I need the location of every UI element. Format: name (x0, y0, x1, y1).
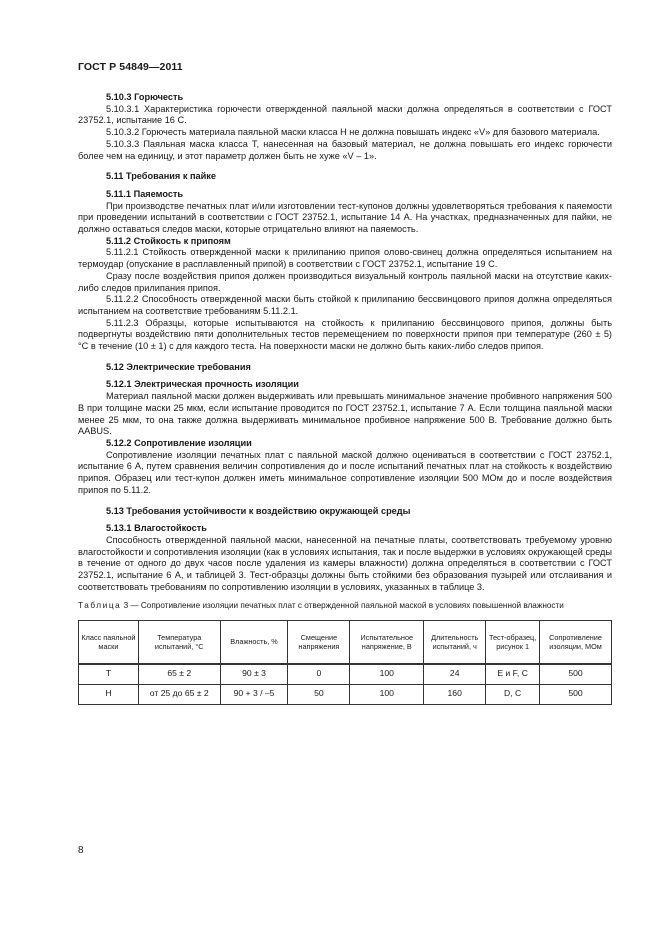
paragraph: 5.10.3.2 Горючесть материала паяльной маски класса Н не должна повышать индекс «V» для базового материала. (106, 127, 600, 138)
table-cell: 160 (424, 684, 486, 704)
table-cell: 500 (540, 684, 612, 704)
table-cell: 500 (540, 664, 612, 684)
document-body (78, 92, 612, 705)
column-header: Длительность испытаний, ч (424, 620, 486, 663)
table-cell: Т (79, 664, 139, 684)
table-cell: 90 ± 3 (220, 664, 288, 684)
table-cell: Н (79, 684, 139, 704)
column-header: Влажность, % (220, 620, 288, 663)
table-cell: от 25 до 65 ± 2 (138, 684, 220, 704)
paragraph: 5.10.3.1 Характеристика горючести отвержденной паяльной маски должна определяться в соответствии с ГОСТ 23752.1, испытание 16 С. (78, 103, 612, 126)
paragraph: 5.11.2.1 Стойкость отвержденной маски к прилипанию припоя олово-свинец должна определяться испытанием на термоудар (опускание в расплавленный припой) в соответствии с ГОСТ 23752.1, испытание 19 С. (78, 247, 612, 270)
paragraph: 5.11.2.2 Способность отвержденной маски быть стойкой к прилипанию бессвинцового припоя должна определяться испытанием на соответствие требованиям 5.11.2.1. (78, 294, 612, 316)
table-cell: 0 (288, 664, 350, 684)
section-5-12-title: 5.12 Электрические требования (106, 361, 251, 372)
paragraph: Сразу после воздействия припоя должен производиться визуальный контроль паяльной маски на отсутствие каких-либо следов прилипания припоя. (78, 270, 612, 293)
section-5-11-title: 5.11 Требования к пайке (106, 171, 216, 182)
table-cell: Е и F, С (486, 664, 540, 684)
section-5-13-1-title: 5.13.1 Влагостойкость (106, 523, 207, 534)
table-cell: 100 (350, 684, 424, 704)
table-row (79, 684, 612, 704)
table-cell: D, С (486, 684, 540, 704)
section-5-12-1-title: 5.12.1 Электрическая прочность изоляции (106, 379, 299, 390)
table-cell: 90 + 3 / –5 (220, 684, 288, 704)
paragraph: Способность отвержденной паяльной маски, нанесенной на печатные платы, соответствовать требуемому уровню влагостойкости и сопротивления изоляции (как в условиях испытания, так и после выдержки в условиях окружающей среды в течение от одного до двух часов после удаления из камеры влажности) должна определяться в соответствии с ГОСТ 23752.1, испытание 6 А, и таблицей 3. Тест-образцы должны быть стойкими без образования пузырей или отслаивания и соответствовать требованиям по сопротивлению изоляции в условиях, указанных в таблице 3. (78, 534, 612, 592)
column-header: Испытательное напряжение, В (350, 620, 424, 663)
section-5-10-3-title: 5.10.3 Горючесть (106, 92, 184, 102)
section-5-11-2-title: 5.11.2 Стойкость к припоям (106, 235, 231, 246)
column-header: Тест-образец, рисунок 1 (486, 620, 540, 663)
column-header: Сопротивление изоляции, МОм (540, 620, 612, 663)
table-cell: 50 (288, 684, 350, 704)
table-caption-text: 3 — Сопротивление изоляции печатных плат с отвержденной паяльной маской в условиях повышенной влажности (121, 601, 564, 611)
table-cell: 100 (350, 664, 424, 684)
column-header: Смещение напряжения (288, 620, 350, 663)
section-5-11-1-title: 5.11.1 Паяемость (106, 188, 184, 199)
table-caption (78, 601, 612, 611)
paragraph: Сопротивление изоляции печатных плат с паяльной маской должно оцениваться в соответствии с ГОСТ 23752.1, испытание 6 А, путем сравнения величин сопротивления до и после испытаний печатных плат на стойкость к воздействию припоя. Образец или тест-купон должен иметь минимальное сопротивление изоляции 500 МОм до и после воздействия припоя по 5.11.2. (78, 449, 612, 495)
section-5-12-2-title: 5.12.2 Сопротивление изоляции (106, 437, 252, 448)
table-caption-label: Таблица (78, 601, 122, 611)
paragraph: При производстве печатных плат и/или изготовлении тест-купонов должны удовлетворяться требования к паяемости при проведении испытаний в соответствии с ГОСТ 23752.1, испытание 14 А. На участках, предназначенных для пайки, не должно оставаться следов маски, которые отрицательно влияют на паяемость. (78, 200, 612, 235)
paragraph: Материал паяльной маски должен выдерживать или превышать минимальное значение пробивного напряжения 500 В при толщине маски 25 мкм, если испытание проводится по ГОСТ 23752.1, испытание 7 А. Если толщина паяльной маски менее 25 мкм, то она также должна выдерживать минимальное пробивное напряжение 500 В. Требование должно быть AABUS. (78, 391, 612, 437)
section-5-13-title: 5.13 Требования устойчивости к воздействию окружающей среды (106, 505, 411, 516)
column-header: Температура испытаний, °С (138, 620, 220, 663)
paragraph: 5.10.3.3 Паяльная маска класса Т, нанесенная на базовый материал, не должна повышать его индекс горючести более чем на единицу, и этот параметр должен быть не хуже «V – 1». (78, 138, 612, 161)
page-number: 8 (78, 845, 84, 856)
humidity-resistance-table (78, 620, 612, 705)
standard-header: ГОСТ Р 54849—2011 (78, 61, 183, 73)
table-cell: 24 (424, 664, 486, 684)
column-header: Класс паяльной маски (79, 620, 139, 663)
paragraph: 5.11.2.3 Образцы, которые испытываются на стойкость к прилипанию бессвинцового припоя, должны быть подвергнуты воздействию пяти дополнительных тестов перемещением по поверхности припоя при температуре (260 ± 5) °С в течение (10 ± 1) с для каждого теста. На поверхности маски не должно быть каких-либо следов припоя. (78, 317, 612, 352)
table-cell: 65 ± 2 (138, 664, 220, 684)
table-row (79, 664, 612, 684)
